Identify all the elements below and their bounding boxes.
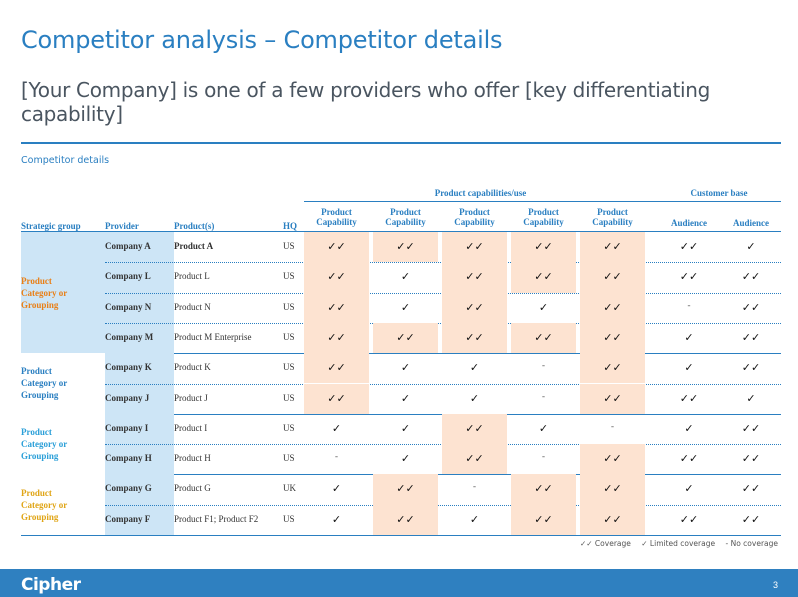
coverage-cell: ✓✓ bbox=[603, 482, 622, 496]
coverage-cell: ✓✓ bbox=[741, 421, 761, 435]
coverage-cell: ✓✓ bbox=[396, 482, 415, 496]
coverage-cell: ✓✓ bbox=[603, 512, 622, 526]
hq-country: US bbox=[283, 422, 295, 433]
product-name: Product N bbox=[174, 301, 211, 312]
coverage-cell: ✓✓ bbox=[603, 330, 622, 344]
competitor-table bbox=[21, 183, 781, 535]
coverage-cell: ✓ bbox=[469, 512, 480, 526]
col-header-audience: Audience bbox=[733, 218, 769, 228]
coverage-cell: ✓✓ bbox=[741, 300, 761, 314]
col-header-strategic-group: Strategic group bbox=[21, 221, 81, 231]
coverage-cell: ✓✓ bbox=[327, 330, 346, 344]
coverage-cell: ✓✓ bbox=[679, 240, 699, 253]
coverage-cell: ✓✓ bbox=[327, 300, 346, 314]
product-name: Product L bbox=[174, 271, 210, 282]
coverage-cell: ✓✓ bbox=[679, 452, 699, 466]
coverage-cell: ✓✓ bbox=[741, 330, 761, 344]
coverage-cell: - bbox=[687, 300, 691, 311]
group-header-underline bbox=[304, 201, 657, 202]
coverage-cell: ✓✓ bbox=[741, 482, 761, 496]
legend-no-coverage: - No coverage bbox=[725, 539, 778, 548]
hq-country: US bbox=[283, 513, 295, 524]
provider-name: Company I bbox=[105, 422, 149, 433]
coverage-cell: ✓✓ bbox=[534, 512, 553, 526]
coverage-cell: ✓✓ bbox=[465, 330, 484, 344]
coverage-cell: ✓✓ bbox=[603, 452, 622, 466]
coverage-cell: ✓✓ bbox=[534, 240, 553, 253]
hq-country: US bbox=[283, 362, 295, 373]
product-name: Product M Enterprise bbox=[174, 331, 252, 342]
coverage-cell: ✓ bbox=[331, 512, 342, 526]
product-name: Product F1; Product F2 bbox=[174, 513, 259, 524]
coverage-cell: ✓✓ bbox=[327, 240, 346, 253]
product-name: Product I bbox=[174, 422, 208, 433]
coverage-cell: - bbox=[541, 361, 546, 372]
product-name: Product H bbox=[174, 453, 211, 464]
coverage-cell: ✓✓ bbox=[534, 482, 553, 496]
hq-country: US bbox=[283, 271, 295, 282]
coverage-cell: ✓ bbox=[746, 240, 756, 253]
hq-country: US bbox=[283, 301, 295, 312]
coverage-cell: - bbox=[541, 391, 546, 402]
hq-country: US bbox=[283, 392, 295, 403]
coverage-cell: ✓✓ bbox=[741, 270, 761, 284]
coverage-cell: ✓✓ bbox=[465, 452, 484, 466]
provider-name: Company L bbox=[105, 271, 151, 282]
hq-country: US bbox=[283, 453, 295, 464]
coverage-cell: ✓✓ bbox=[327, 361, 346, 375]
coverage-cell: ✓ bbox=[400, 300, 411, 314]
coverage-cell: ✓ bbox=[400, 270, 411, 284]
row-divider bbox=[105, 384, 781, 385]
coverage-cell: ✓✓ bbox=[534, 330, 553, 344]
legend-limited-coverage: ✓ Limited coverage bbox=[641, 539, 716, 548]
coverage-cell: ✓✓ bbox=[327, 270, 346, 284]
coverage-cell: ✓ bbox=[400, 391, 411, 405]
cipher-logo: Cipher bbox=[21, 575, 81, 595]
coverage-cell: ✓✓ bbox=[603, 240, 622, 253]
coverage-cell: ✓✓ bbox=[465, 421, 484, 435]
product-name: Product J bbox=[174, 392, 208, 403]
title-divider bbox=[21, 142, 781, 144]
coverage-cell: ✓ bbox=[400, 421, 411, 435]
coverage-cell: ✓✓ bbox=[327, 391, 346, 405]
coverage-cell: ✓✓ bbox=[679, 270, 699, 284]
provider-name: Company M bbox=[105, 331, 154, 342]
coverage-cell: ✓✓ bbox=[603, 270, 622, 284]
coverage-cell: - bbox=[472, 482, 477, 493]
provider-name: Company A bbox=[105, 241, 151, 251]
coverage-cell: ✓✓ bbox=[396, 512, 415, 526]
coverage-cell: ✓✓ bbox=[396, 330, 415, 344]
coverage-cell: ✓✓ bbox=[465, 270, 484, 284]
coverage-cell: - bbox=[610, 421, 615, 432]
coverage-cell: - bbox=[541, 452, 546, 463]
col-header-capability: Product Capability bbox=[385, 207, 426, 227]
col-header-audience: Audience bbox=[671, 218, 707, 228]
hq-country: UK bbox=[283, 483, 296, 494]
group-header-customer-base: Customer base bbox=[690, 188, 748, 198]
legend bbox=[572, 539, 778, 548]
strategic-group-text: Product Category or Grouping bbox=[21, 427, 68, 462]
coverage-cell: ✓✓ bbox=[741, 361, 761, 375]
strategic-group-label bbox=[21, 353, 89, 414]
coverage-cell: ✓✓ bbox=[741, 512, 761, 526]
col-header-provider: Provider bbox=[105, 221, 139, 231]
coverage-cell: ✓ bbox=[469, 391, 480, 405]
coverage-cell: ✓✓ bbox=[603, 361, 622, 375]
col-header-capability: Product Capability bbox=[592, 207, 633, 227]
group-header-product-capabilities: Product capabilities/use bbox=[434, 188, 527, 198]
coverage-cell: ✓ bbox=[400, 452, 411, 466]
group-header-underline bbox=[657, 201, 781, 202]
provider-name: Company G bbox=[105, 483, 152, 494]
coverage-cell: ✓ bbox=[684, 482, 694, 496]
footer-bar bbox=[0, 569, 798, 597]
coverage-cell: ✓ bbox=[331, 482, 342, 496]
coverage-cell: ✓ bbox=[469, 361, 480, 375]
col-header-capability: Product Capability bbox=[316, 207, 357, 227]
coverage-cell: ✓✓ bbox=[679, 512, 699, 526]
col-header-products: Product(s) bbox=[174, 221, 215, 231]
group-divider bbox=[21, 535, 781, 536]
hq-country: US bbox=[283, 241, 295, 251]
coverage-cell: ✓ bbox=[746, 391, 756, 405]
strategic-group-label bbox=[21, 474, 89, 535]
coverage-cell: ✓ bbox=[538, 300, 549, 314]
product-name: Product K bbox=[174, 362, 211, 373]
coverage-cell: ✓ bbox=[331, 421, 342, 435]
coverage-cell: ✓✓ bbox=[534, 270, 553, 284]
strategic-group-text: Product Category or Grouping bbox=[21, 366, 68, 401]
coverage-cell: ✓ bbox=[684, 421, 694, 435]
coverage-cell: - bbox=[334, 452, 339, 463]
provider-name: Company K bbox=[105, 362, 152, 373]
coverage-cell: ✓ bbox=[684, 330, 694, 344]
page-number: 3 bbox=[772, 580, 778, 590]
coverage-cell: ✓✓ bbox=[396, 240, 415, 253]
provider-name: Company N bbox=[105, 301, 152, 312]
slide-title: Competitor analysis – Competitor details bbox=[21, 26, 503, 54]
hq-country: US bbox=[283, 331, 295, 342]
col-header-hq: HQ bbox=[283, 221, 298, 231]
provider-name: Company F bbox=[105, 513, 151, 524]
provider-name: Company J bbox=[105, 392, 150, 403]
strategic-group-label bbox=[21, 232, 89, 353]
col-header-capability: Product Capability bbox=[454, 207, 495, 227]
coverage-cell: ✓✓ bbox=[679, 391, 699, 405]
coverage-cell: ✓ bbox=[684, 361, 694, 375]
coverage-cell: ✓✓ bbox=[741, 452, 761, 466]
coverage-cell: ✓✓ bbox=[603, 391, 622, 405]
col-header-capability: Product Capability bbox=[523, 207, 564, 227]
slide-subtitle: [Your Company] is one of a few providers who offer [key differentiating capability] bbox=[21, 78, 711, 126]
coverage-cell: ✓ bbox=[538, 421, 549, 435]
provider-name: Company H bbox=[105, 453, 152, 464]
product-name: Product A bbox=[174, 241, 214, 251]
coverage-cell: ✓✓ bbox=[465, 300, 484, 314]
strategic-group-label bbox=[21, 414, 89, 475]
strategic-group-text: Product Category or Grouping bbox=[21, 487, 68, 522]
legend-coverage: ✓✓ Coverage bbox=[579, 539, 631, 548]
product-name: Product G bbox=[174, 483, 211, 494]
coverage-cell: ✓✓ bbox=[465, 240, 484, 253]
coverage-cell: ✓ bbox=[400, 361, 411, 375]
coverage-cell: ✓✓ bbox=[603, 300, 622, 314]
row-divider bbox=[105, 505, 781, 506]
section-label: Competitor details bbox=[21, 155, 110, 166]
strategic-group-text: Product Category or Grouping bbox=[21, 275, 68, 310]
